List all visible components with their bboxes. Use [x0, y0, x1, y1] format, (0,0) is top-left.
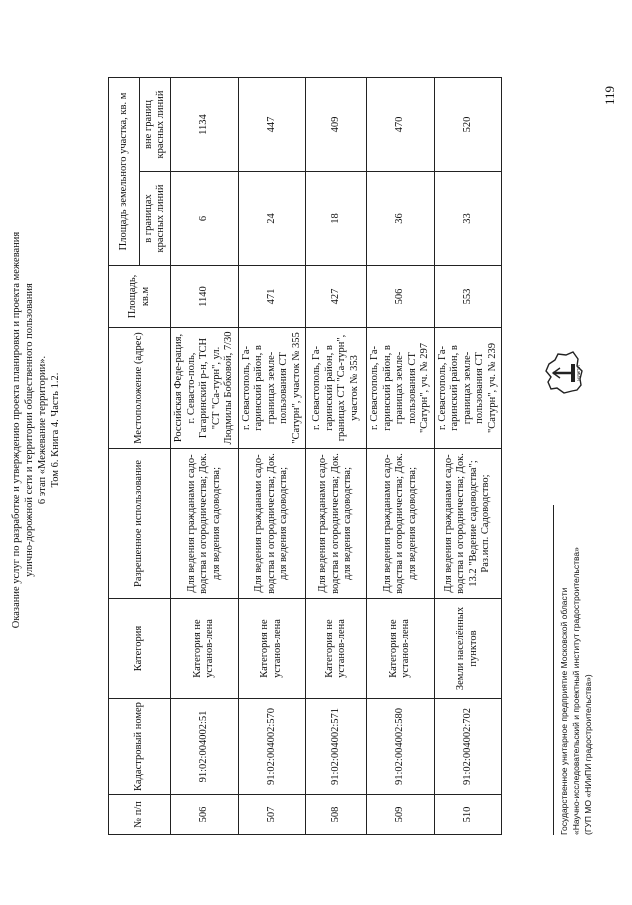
cell-num: 510 — [434, 795, 502, 835]
table-row — [171, 77, 239, 834]
cell-area: 553 — [434, 266, 502, 328]
cell-area: 506 — [367, 266, 435, 328]
header-plot-area-group: Площадь земельного участка, кв. м — [109, 77, 140, 265]
footer-organization — [558, 547, 594, 835]
footer-divider — [553, 505, 554, 835]
cell-location: г. Севастополь, Га-гаринский район, в границах земле-пользования СТ "Сатурн", уч. № 239 — [434, 328, 502, 449]
cell-cadastral: 91:02:004002:571 — [306, 699, 367, 795]
institute-logo-icon — [542, 349, 586, 397]
footer-line-1: Государственное унитарное предприятие Московской области — [559, 587, 569, 835]
cell-category: Категория не установ-лена — [171, 599, 239, 699]
table-row — [238, 77, 306, 834]
header-cadastral: Кадастровый номер — [109, 699, 171, 795]
cell-category: Категория не установ-лена — [238, 599, 306, 699]
cell-use: Для ведения гражданами садо-водства и огородничества; Док. 13.2 "Ведение садоводства"; Раз.исп. Садоводство; — [434, 449, 502, 599]
cell-use: Для ведения гражданами садо-водства и огородничества; Док. для ведения садоводства; — [171, 449, 239, 599]
cell-cadastral: 91:02:004002:51 — [171, 699, 239, 795]
cell-location: г. Севастополь, Га-гаринский район, в границах земле-пользования СТ "Сатурн", уч. № 297 — [367, 328, 435, 449]
cell-use: Для ведения гражданами садо-водства и огородничества; Док. для ведения садоводства; — [367, 449, 435, 599]
cell-cadastral: 91:02:004002:580 — [367, 699, 435, 795]
cell-category: Категория не установ-лена — [367, 599, 435, 699]
cell-cadastral: 91:02:004002:702 — [434, 699, 502, 795]
footer-line-3: (ГУП МО «НИиПИ градостроительства») — [583, 674, 593, 835]
cell-outside: 1134 — [171, 77, 239, 171]
header-line-1: Оказание услуг по разработке и утверждению проекта планировки и проекта межевания — [11, 231, 22, 629]
cell-within: 6 — [171, 172, 239, 266]
cell-outside: 470 — [367, 77, 435, 171]
document-header — [10, 35, 62, 825]
cell-outside: 520 — [434, 77, 502, 171]
table-row — [306, 77, 367, 834]
cell-location: Российская Феде-рация, г. Севасто-поль, Гагаринский р-н, ТСН "СТ "Са-турн", ул. Людмилы Бобковой, 7/30 — [171, 328, 239, 449]
footer-line-2: «Научно-исследовательский и проектный институт градостроительства» — [571, 547, 581, 835]
cell-use: Для ведения гражданами садо-водства и огородничества; Док. для ведения садоводства; — [238, 449, 306, 599]
cell-num: 509 — [367, 795, 435, 835]
cell-use: Для ведения гражданами садо-водства и огородничества; Док. для ведения садоводства; — [306, 449, 367, 599]
cell-num: 507 — [238, 795, 306, 835]
cell-within: 33 — [434, 172, 502, 266]
header-area: Площадь, кв.м — [109, 266, 171, 328]
cell-location: г. Севастополь, Га-гаринский район, в границах СТ "Са-турн", участок № 353 — [306, 328, 367, 449]
cell-within: 18 — [306, 172, 367, 266]
header-line-2: улично-дорожной сети и территории общественного пользования — [24, 283, 35, 577]
logo-text: НИиПИ — [576, 365, 581, 381]
cell-area: 471 — [238, 266, 306, 328]
header-outside-red-lines: вне границ красных линий — [140, 77, 171, 171]
cell-area: 1140 — [171, 266, 239, 328]
cell-location: г. Севастополь, Га-гаринский район, в границах земле-пользования СТ "Сатурн", участок № 355 — [238, 328, 306, 449]
cell-outside: 447 — [238, 77, 306, 171]
table-row — [367, 77, 435, 834]
cell-within: 36 — [367, 172, 435, 266]
header-within-red-lines: в границах красных линий — [140, 172, 171, 266]
cell-category: Земли населённых пунктов — [434, 599, 502, 699]
header-location: Местоположение (адрес) — [109, 328, 171, 449]
header-line-4: Том 6. Книга 4. Часть 1.2. — [50, 372, 61, 488]
cell-within: 24 — [238, 172, 306, 266]
cell-num: 506 — [171, 795, 239, 835]
page-number: 119 — [602, 85, 617, 105]
cell-outside: 409 — [306, 77, 367, 171]
table-row — [434, 77, 502, 834]
cell-area: 427 — [306, 266, 367, 328]
header-category: Категория — [109, 599, 171, 699]
header-permitted-use: Разрешенное использование — [109, 449, 171, 599]
header-line-3: 6 этап «Межевание территории». — [37, 355, 48, 505]
cell-cadastral: 91:02:004002:570 — [238, 699, 306, 795]
land-plots-table — [108, 77, 502, 835]
cell-num: 508 — [306, 795, 367, 835]
cell-category: Категория не установ-лена — [306, 599, 367, 699]
header-num: № п/п — [109, 795, 171, 835]
